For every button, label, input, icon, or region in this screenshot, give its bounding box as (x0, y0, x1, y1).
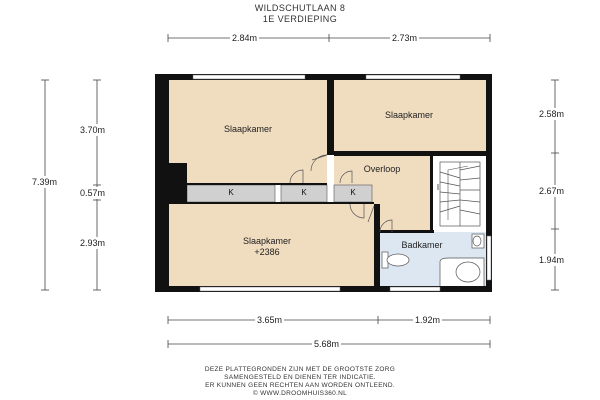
room-label-overloop: Overloop (363, 164, 401, 174)
plan-title: WILDSCHUTLAAN 8 (254, 3, 346, 13)
dim-left-mid: 0.57m (80, 188, 106, 198)
room-label-slaapkamer-1: Slaapkamer (223, 124, 273, 134)
closet-label-1: K (228, 188, 234, 197)
closet-label-3: K (350, 188, 356, 197)
dim-left-total: 7.39m (32, 177, 58, 187)
room-label-slaapkamer-3: Slaapkamer (242, 236, 292, 246)
room-label-badkamer: Badkamer (401, 240, 443, 250)
dim-right-top: 2.58m (539, 109, 565, 119)
disclaimer-line-1: DEZE PLATTEGRONDEN ZIJN MET DE GROOTSTE ZORG (204, 366, 396, 373)
dim-left-bottom: 2.93m (80, 238, 106, 248)
dim-top-left: 2.84m (232, 33, 258, 43)
dim-right-mid: 2.67m (539, 186, 565, 196)
room-label-slaapkamer-2: Slaapkamer (384, 110, 434, 120)
dim-top-right: 2.73m (392, 33, 418, 43)
disclaimer-line-3: ER KUNNEN GEEN RECHTEN AAN WORDEN ONTLEEND. (205, 382, 395, 389)
dim-right-bottom: 1.94m (539, 255, 565, 265)
closet-label-2: K (301, 188, 307, 197)
disclaimer-line-2: SAMENGESTELD EN DIENEN TER INDICATIE. (224, 374, 376, 381)
dim-bottom-total: 5.68m (314, 339, 340, 349)
dim-bottom-left: 3.65m (257, 315, 283, 325)
dim-bottom-right: 1.92m (415, 315, 441, 325)
dim-left-top: 3.70m (80, 125, 106, 135)
room-level-slaapkamer-3: +2386 (254, 247, 280, 257)
disclaimer-line-4: © WWW.DROOMHUIS360.NL (252, 390, 348, 397)
plan-subtitle: 1E VERDIEPING (262, 14, 338, 24)
